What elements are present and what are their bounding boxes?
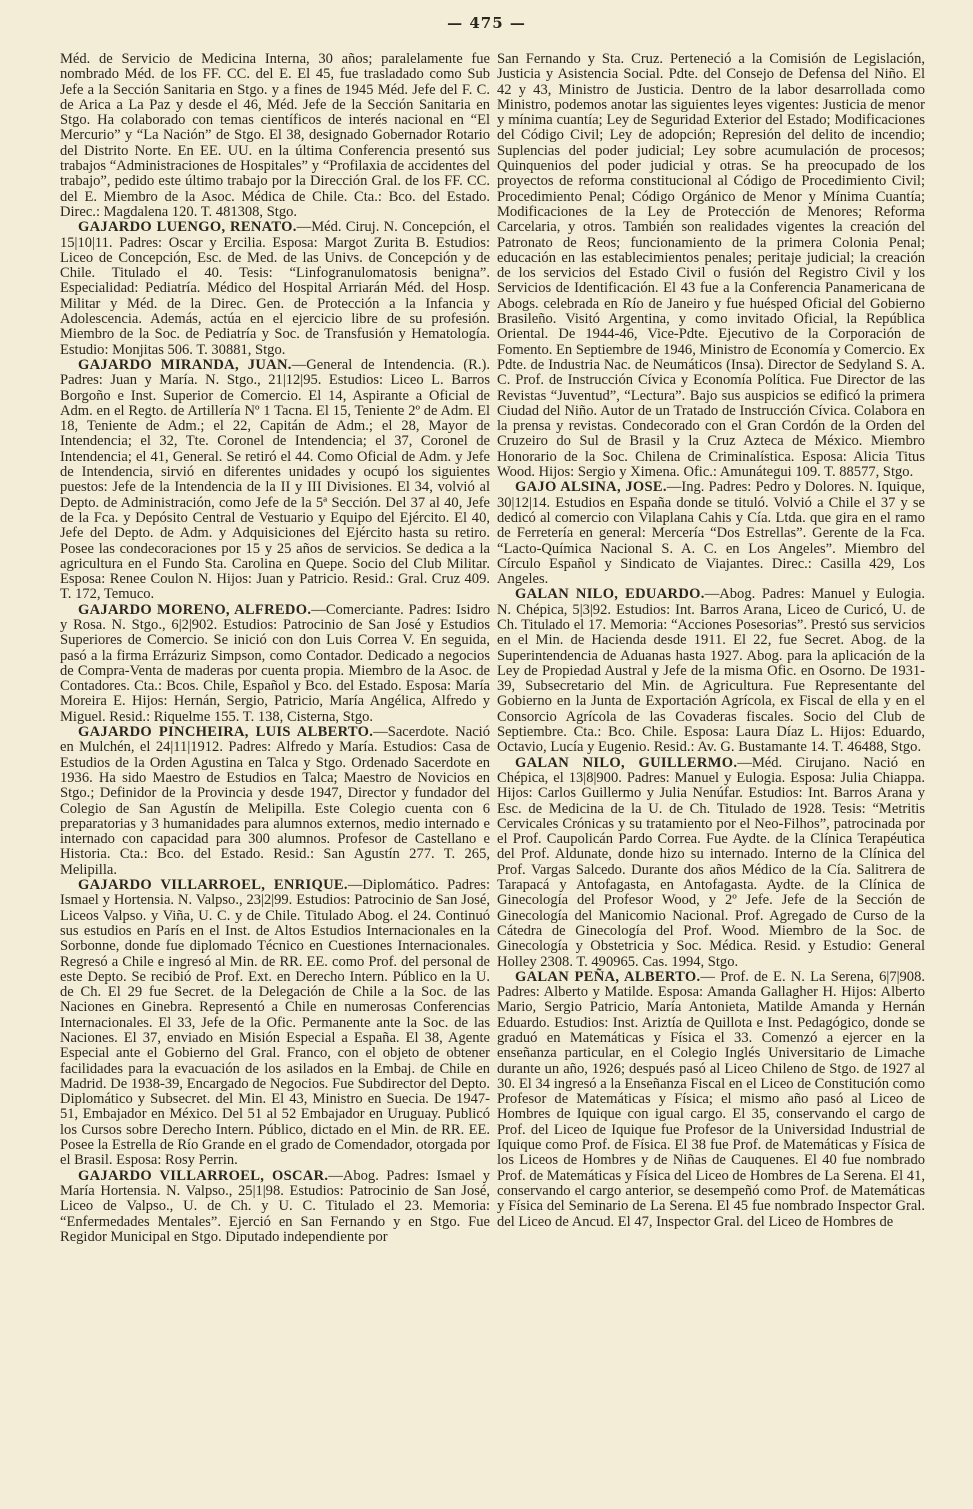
entry-name: GALAN NILO, GUILLERMO.: [515, 754, 738, 771]
entry-name: GAJARDO VILLARROEL, ENRIQUE.: [78, 877, 348, 894]
entry-text: —Diplomático. Padres: Ismael y Hortensia. N. Valpso., 23|2|99. Estudios: Patrocinio de San José, Liceos Valpso. y Viña, U. C. y de Chile. Titulado Abog. el 24. Continuó sus estudios en París en el Inst. de Altos Estudios Internacionales en la Sorbonne, donde fue diplomado Técnico en Cuestiones Internacionales. Regresó a Chile e ingresó al Min. de RR. EE. como Prof. del personal de este Depto. Se recibió de Prof. Ext. en Derecho Intern. Público en la U. de Ch. El 29 fue Secret. de la Delegación de Chile a la Soc. de las Naciones en Ginebra. Representó a Chile en numerosas Conferencias Internacionales. El 33, Jefe de la Ofic. Permanente ante la Soc. de las Naciones. El 37, enviado en Misión Especial a España. El 38, Agente Especial ante el Gobierno del Gral. Franco, con el objeto de obtener facilidades para la evacuación de los asilados en la Embaj. de Chile en Madrid. De 1938-39, Encargado de Negocios. Fue Subdirector del Depto. Diplomático y Subsecret. del Min. El 43, Ministro en Suecia. De 1947-51, Embajador en México. Del 51 al 52 Embajador en Uruguay. Publicó los Cursos sobre Derecho Intern. Público, dictado en el Min. de RR. EE. Posee la Estrella de Río Grande en el grado de Comendador, otorgada por el Brasil. Esposa: Rosy Perrin.: [60, 877, 490, 1169]
entry-name: GAJO ALSINA, JOSE.: [515, 479, 667, 496]
entry-text: —Sacerdote. Nació en Mulchén, el 24|11|1912. Padres: Alfredo y María. Estudios: Casa de Estudios de la Orden Agustina en Talca y Stgo. Ordenado Sacerdote en 1936. Ha sido Maestro de Estudios en Talca; Maestro de Novicios en Stgo.; Definidor de la Provincia y desde 1947, Director y fundador del Colegio de San Agustín de Melipilla. Este Colegio cuenta con 6 preparatorias y 3 humanidades para alumnos externos, medio internado e internado con capacidad para 300 alumnos. Profesor de Castellano e Historia. Cta.: Bco. del Estado. Resid.: San Agustín 277. T. 265, Melipilla.: [60, 724, 490, 878]
entry-gajardo-miranda: [60, 358, 490, 603]
entry-continuation: San Fernando y Sta. Cruz. Perteneció a la Comisión de Legislación, Justicia y Asistencia Social. Pdte. del Consejo de Defensa del Niño. El 42 y 43, Ministro de Justicia. Dentro de la labor desarrollada como Ministro, podemos anotar las siguientes leyes vigentes: Justicia de menor y mínima cuantía; Ley de Seguridad Exterior del Estado; Modificaciones del Código Civil; Ley de adopción; Represión del delito de incendio; Suplencias del poder judicial; Ley sobre acumulación de procesos; Quinquenios del poder judicial y otras. Se ha preocupado de los proyectos de reforma constitucional al Código de Procedimiento Civil; Procedimiento Penal; Código Orgánico de Menor y Mínima Cuantía; Modificaciones de la Ley de Protección de Menores; Reforma Carcelaria, y otros. También son realidades vigentes la creación del Patronato de Reos; funcionamiento de la primera Colonia Penal; educación en las establecimientos penales; peritaje judicial; la creación de los servicios del Estado Civil o fusión del Registro Civil y los Servicios de Identificación. El 43 fue a la Conferencia Panamericana de Abogs. celebrada en Río de Janeiro y fue huésped Oficial del Gobierno Brasileño. Visitó Argentina, y como invitado Oficial, la República Oriental. De 1944-46, Vice-Pdte. Ejecutivo de la Corporación de Fomento. En Septiembre de 1946, Ministro de Economía y Comercio. Ex Pdte. de Industria Nac. de Neumáticos (Insa). Director de Sedyland S. A. C. Prof. de Instrucción Cívica y Economía Política. Fue Director de las Revistas “Juventud”, “Lectura”. Bajo sus auspicios se edificó la primera Ciudad del Niño. Autor de un Tratado de Instrucción Cívica. Colabora en la prensa y revistas. Condecorado con el Gran Cordón de la Orden del Cruzeiro do Sul de Brasil y la Cruz Azteca de México. Miembro Honorario de la Soc. Chilena de Criminalística. Esposa: Alicia Titus Wood. Hijos: Sergio y Ximena. Ofic.: Amunátegui 109. T. 88577, Stgo.: [497, 51, 925, 481]
entry-text: — Prof. de E. N. La Serena, 6|7|908. Padres: Alberto y Matilde. Esposa: Amanda Gallagher H. Hijos: Alberto Mario, Sergio Patricio, María Antonieta, Matilde Amanda y Hernán Eduardo. Estudios: Inst. Ariztía de Quillota e Inst. Pedagógico, donde se graduó en Matemáticas y Física el 33. Comenzó a ejercer en la enseñanza particular, en el Colegio Inglés Universitario de Limache durante un año, 1926; después pasó al Liceo Chileno de Stgo. de 1927 al 30. El 34 ingresó a la Enseñanza Fiscal en el Liceo de Constitución como Profesor de Matemáticas y Física; el mismo año pasó al Liceo de Hombres de Iquique con igual cargo. El 35, conservando el cargo de Prof. del Liceo de Iquique fue Profesor de la Universidad Industrial de Iquique como Prof. de Física. El 38 fue Prof. de Matemáticas y Física de los Liceos de Hombres y de Niñas de Cauquenes. El 40 fue nombrado Prof. de Matemáticas y Física del Liceo de Hombres de La Serena. El 41, conservando el cargo anterior, se desempeñó como Prof. de Matemáticas y Física del Seminario de La Serena. El 45 fue nombrado Inspector Gral. del Liceo de Ancud. El 47, Inspector Gral. del Liceo de Hombres de: [497, 968, 925, 1230]
entry-gajardo-pincheira: [60, 725, 490, 878]
entry-gajardo-villarroel-oscar: [60, 1169, 490, 1245]
entry-gajardo-villarroel-enrique: [60, 878, 490, 1169]
entry-gajardo-moreno: [60, 603, 490, 725]
entry-text: —Comerciante. Padres: Isidro y Rosa. N. Stgo., 6|2|902. Estudios: Patrocinio de San José y Estudios Superiores de Comercio. Se inició con don Luis Correa V. En seguida, pasó a la firma Errázuriz Simpson, como Contador. Dedicado a negocios de Compra-Venta de maderas por cuenta propia. Miembro de la Asoc. de Contadores. Cta.: Bcos. Chile, Español y Bco. del Estado. Esposa: María Moreira E. Hijos: Hernán, Sergio, Patricio, María Angélica, Alfredo y Miguel. Resid.: Riquelme 155. T. 138, Cisterna, Stgo.: [60, 601, 490, 725]
entry-text: —Méd. Cirujano. Nació en Chépica, el 13|8|900. Padres: Manuel y Eulogia. Esposa: Julia Chiappa. Hijos: Carlos Guillermo y Julia Nenúfar. Estudios: Int. Barros Arana y Esc. de Medicina de la U. de Ch. Titulado de 1928. Tesis: “Metritis Cervicales Crónicas y su tratamiento por el Neo-Filhos”, patrocinada por el Prof. Caupolicán Pardo Correa. Fue Aydte. de la Clínica Terapéutica del Prof. Aldunate, donde hizo su internado. Interno de la Clínica del Prof. Vargas Salcedo. Durante dos años Médico de la Cía. Salitrera de Tarapacá y Antofagasta, en Antofagasta. Aydte. de la Clínica de Ginecología del Profesor Wood, y 2º Jefe. Jefe de la Sección de Ginecología del Manicomio Nacional. Prof. Agregado de Curso de la Cátedra de Ginecología del Prof. Wood. Miembro de la Soc. de Ginecología y Obstetricia y Soc. Médica. Resid. y Estudio: General Holley 2308. T. 490965. Cas. 1994, Stgo.: [497, 754, 925, 970]
entry-galan-nilo-guillermo: [497, 756, 925, 970]
entry-name: GAJARDO LUENGO, RENATO.: [78, 219, 297, 236]
right-column: [497, 52, 925, 1230]
entry-name: GALAN PEÑA, ALBERTO.: [515, 968, 701, 985]
entry-text: —Ing. Padres: Pedro y Dolores. N. Iquique, 30|12|14. Estudios en España donde se tituló. Volvió a Chile el 37 y se dedicó al comercio con Vilaplana Cahis y Cía. Ltda. que gira en el ramo de Ferretería en general: Mercería “Dos Estrellas”. Gerente de la Fca. “Lacto-Química Nacional S. A. C. en Los Angeles”. Miembro del Círculo Español y Sindicato de Viajantes. Direc.: Casilla 429, Los Angeles.: [497, 479, 925, 588]
entry-name: GAJARDO VILLARROEL, OSCAR.: [78, 1167, 329, 1184]
entry-galan-pena-alberto: [497, 970, 925, 1230]
entry-text: —Abog. Padres: Manuel y Eulogia. N. Chépica, 5|3|92. Estudios: Int. Barros Arana, Liceo de Curicó, U. de Ch. Titulado el 17. Memoria: “Acciones Posesorias”. Prestó sus servicios en el Min. de Hacienda desde 1911. El 22, fue Secret. Abog. de la Superintendencia de Aduanas hasta 1927. Abog. para la aplicación de la Ley de Propiedad Austral y Jefe de la misma Ofic. en Osorno. De 1931-39, Subsecretario del Min. de Agricultura. Fue Representante del Gobierno en la Junta de Exportación Agrícola, ex Fiscal de ella y en el Consorcio Agrícola de las Covaderas fiscales. Socio del Club de Septiembre. Cta.: Bco. Chile. Esposa: Laura Díaz L. Hijos: Eduardo, Octavio, Lucía y Eugenio. Resid.: Av. G. Bustamante 14. T. 46488, Stgo.: [497, 586, 925, 756]
entry-name: GAJARDO MIRANDA, JUAN.: [78, 356, 292, 373]
entry-gajardo-luengo: [60, 220, 490, 358]
left-column: [60, 52, 490, 1245]
entry-name: GAJARDO MORENO, ALFREDO.: [78, 601, 312, 618]
entry-text: —Méd. Ciruj. N. Concepción, el 15|10|11. Padres: Oscar y Ercilia. Esposa: Margot Zurita B. Estudios: Liceo de Concepción, Esc. de Med. de las Univs. de Concepción y de Chile. Titulado el 40. Tesis: “Linfogranulomatosis benigna”. Especialidad: Pediatría. Médico del Hospital Arriarán Méd. del Hosp. Militar y Méd. de la Direc. Gen. de Protección a la Infancia y Adolescencia. Además, actúa en el ejercicio libre de su profesión. Miembro de la Soc. de Pediatría y Soc. de Transfusión y Hematología. Estudio: Monjitas 506. T. 30881, Stgo.: [60, 219, 490, 358]
entry-name: GAJARDO PINCHEIRA, LUIS ALBERTO.: [78, 724, 374, 741]
entry-text: —General de Intendencia. (R.). Padres: Juan y María. N. Stgo., 21|12|95. Estudios: Liceo L. Barros Borgoño e Inst. Superior de Comercio. El 14, Aspirante a Oficial de Adm. en el Regto. de Artillería Nº 1 Tacna. El 15, Teniente 2º de Adm. El 18, Teniente de Adm.; el 22, Capitán de Adm.; el 28, Mayor de Intendencia; el 32, Tte. Coronel de Intendencia; el 37, Coronel de Intendencia; el 41, General. Se retiró el 44. Como Oficial de Adm. y Jefe de Intendencia, sirvió en diferentes unidades y ocupó los siguientes puestos: Jefe de la Intendencia de la II y III Divisiones. El 34, volvió al Depto. de Administración, como Jefe de la 5ª Sección. Del 37 al 40, Jefe de la Fca. y Depósito Central de Vestuario y Equipo del Ejército. El 40, Jefe del Depto. de Adm. y Adquisiciones del Ejército hasta su retiro. Posee las condecoraciones por 15 y 25 años de servicios. Se dedica a la agricultura en el Fundo Sta. Carolina en Quepe. Socio del Club Militar. Esposa: Renee Coulon N. Hijos: Juan y Patricio. Resid.: Gral. Cruz 409. T. 172, Temuco.: [60, 356, 490, 603]
entry-text: —Abog. Padres: Ismael y María Hortensia. N. Valpso., 25|1|98. Estudios: Patrocinio de San José, Liceo de Valpso., U. de Ch. y U. C. Titulado el 23. Memoria: “Enfermedades Mentales”. Ejerció en San Fernando y en Stgo. Fue Regidor Municipal en Stgo. Diputado independiente por: [60, 1167, 490, 1245]
entry-continuation: Méd. de Servicio de Medicina Interna, 30 años; paralelamente fue nombrado Méd. de los FF. CC. del E. El 45, fue trasladado como Sub Jefe a la Sección Sanitaria en Stgo. y a fines de 1945 Méd. Jefe del F. C. de Arica a La Paz y desde el 46, Méd. Jefe de la Sección Sanitaria en Stgo. Ha colaborado con temas científicos de interés nacional en “El Mercurio” y “La Nación” de Stgo. El 38, designado Gobernador Rotario del Distrito Norte. En EE. UU. en la última Conferencia presentó sus trabajos “Administraciones de Hospitales” y “Profilaxia de accidentes del trabajo”, pedido este último trabajo por la Dirección Gral. de los FF. CC. del E. Miembro de la Asoc. Médica de Chile. Cta.: Bco. del Estado. Direc.: Magdalena 120. T. 481308, Stgo.: [60, 51, 490, 220]
page-number: — 475 —: [447, 14, 526, 32]
entry-name: GALAN NILO, EDUARDO.: [515, 586, 705, 603]
entry-galan-nilo-eduardo: [497, 587, 925, 755]
entry-gajo-alsina: [497, 480, 925, 587]
